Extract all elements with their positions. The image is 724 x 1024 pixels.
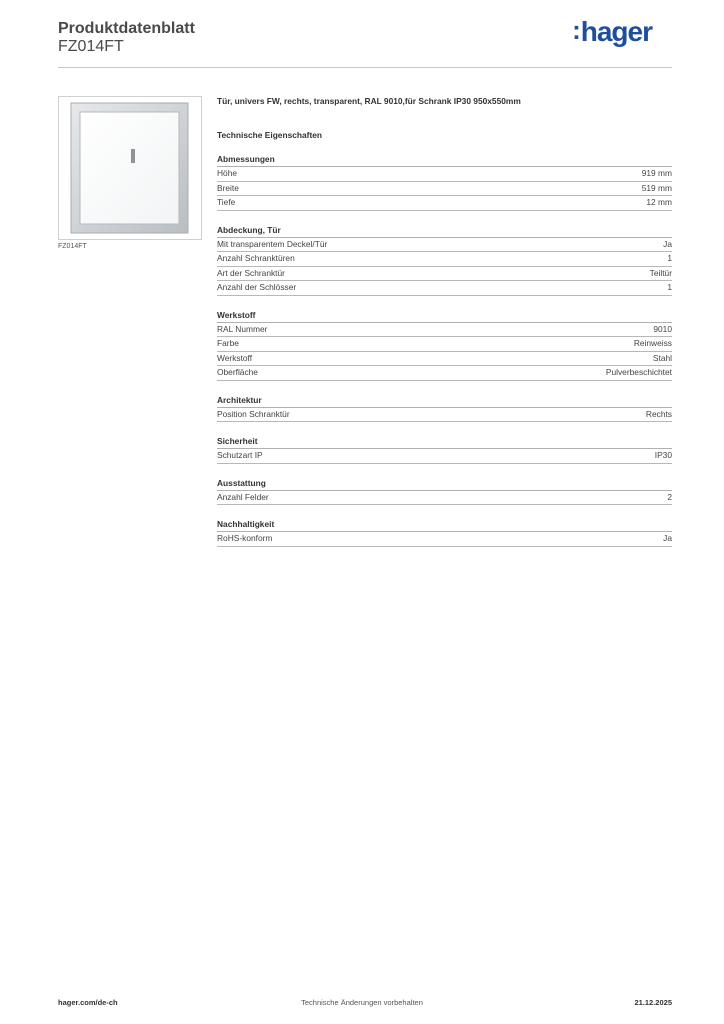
spec-label: RAL Nummer <box>217 323 268 334</box>
spec-value: Rechts <box>645 408 672 419</box>
spec-row <box>217 352 672 367</box>
logo-text: hager <box>580 16 652 47</box>
spec-label: Farbe <box>217 338 239 348</box>
spec-label: Anzahl Felder <box>217 491 269 502</box>
section-title: Nachhaltigkeit <box>217 519 672 532</box>
image-caption: FZ014FT <box>58 243 87 250</box>
section-architektur <box>217 395 672 423</box>
product-code: FZ014FT <box>58 38 124 55</box>
header-divider <box>58 67 672 68</box>
spec-label: Anzahl Schranktüren <box>217 253 295 263</box>
spec-label: Mit transparentem Deckel/Tür <box>217 238 328 249</box>
spec-value: Stahl <box>652 352 672 363</box>
spec-label: Oberfläche <box>217 367 258 377</box>
section-title: Werkstoff <box>217 310 672 323</box>
spec-label: RoHS-konform <box>217 533 273 543</box>
spec-label: Art der Schranktür <box>217 267 285 278</box>
section-abdeckung-tuer <box>217 225 672 296</box>
spec-value: 12 mm <box>646 197 672 207</box>
spec-row <box>217 491 672 506</box>
spec-value: Ja <box>663 238 672 249</box>
section-title: Sicherheit <box>217 436 672 449</box>
spec-value: 9010 <box>653 323 672 334</box>
spec-row <box>217 182 672 197</box>
spec-value: Ja <box>663 533 672 543</box>
section-title: Ausstattung <box>217 478 672 491</box>
section-nachhaltigkeit <box>217 519 672 547</box>
spec-row <box>217 167 672 182</box>
section-ausstattung <box>217 478 672 506</box>
section-title: Abdeckung, Tür <box>217 225 672 238</box>
spec-row <box>217 323 672 338</box>
spec-label: Position Schranktür <box>217 408 290 419</box>
spec-value: Teiltür <box>649 267 672 278</box>
spec-value: 2 <box>667 491 672 502</box>
spec-value: Pulverbeschichtet <box>605 367 672 377</box>
section-title: Abmessungen <box>217 154 672 167</box>
spec-row <box>217 408 672 423</box>
spec-row <box>217 267 672 282</box>
door-panel-icon <box>59 97 201 239</box>
section-title: Architektur <box>217 395 672 408</box>
spec-value: 919 mm <box>641 168 672 178</box>
footer-date: 21.12.2025 <box>634 998 672 1007</box>
spec-value: IP30 <box>654 450 672 460</box>
section-abmessungen <box>217 154 672 211</box>
spec-label: Werkstoff <box>217 352 253 363</box>
spec-row <box>217 196 672 211</box>
section-sicherheit <box>217 436 672 464</box>
spec-row <box>217 337 672 352</box>
spec-row <box>217 449 672 464</box>
spec-row <box>217 238 672 253</box>
technical-properties-heading: Technische Eigenschaften <box>217 130 323 140</box>
footer-disclaimer: Technische Änderungen vorbehalten <box>301 998 423 1007</box>
page-title: Produktdatenblatt <box>58 20 195 37</box>
section-werkstoff <box>217 310 672 381</box>
spec-row <box>217 252 672 267</box>
spec-label: Anzahl der Schlösser <box>217 282 297 292</box>
spec-row <box>217 366 672 381</box>
spec-row <box>217 532 672 547</box>
spec-value: 1 <box>667 282 672 292</box>
spec-label: Tiefe <box>217 197 236 207</box>
logo-dots-icon: : <box>572 15 580 45</box>
spec-value: 519 mm <box>641 182 672 193</box>
product-description: Tür, univers FW, rechts, transparent, RAL 9010,für Schrank IP30 950x550mm <box>217 96 521 106</box>
spec-label: Breite <box>217 182 239 193</box>
spec-value: 1 <box>667 253 672 263</box>
hager-logo <box>572 16 652 48</box>
footer-website-link[interactable]: hager.com/de-ch <box>58 998 118 1007</box>
spec-label: Höhe <box>217 168 238 178</box>
spec-row <box>217 281 672 296</box>
spec-value: Reinweiss <box>633 338 672 348</box>
spec-label: Schutzart IP <box>217 450 263 460</box>
spec-content <box>217 96 672 547</box>
product-image <box>58 96 202 240</box>
